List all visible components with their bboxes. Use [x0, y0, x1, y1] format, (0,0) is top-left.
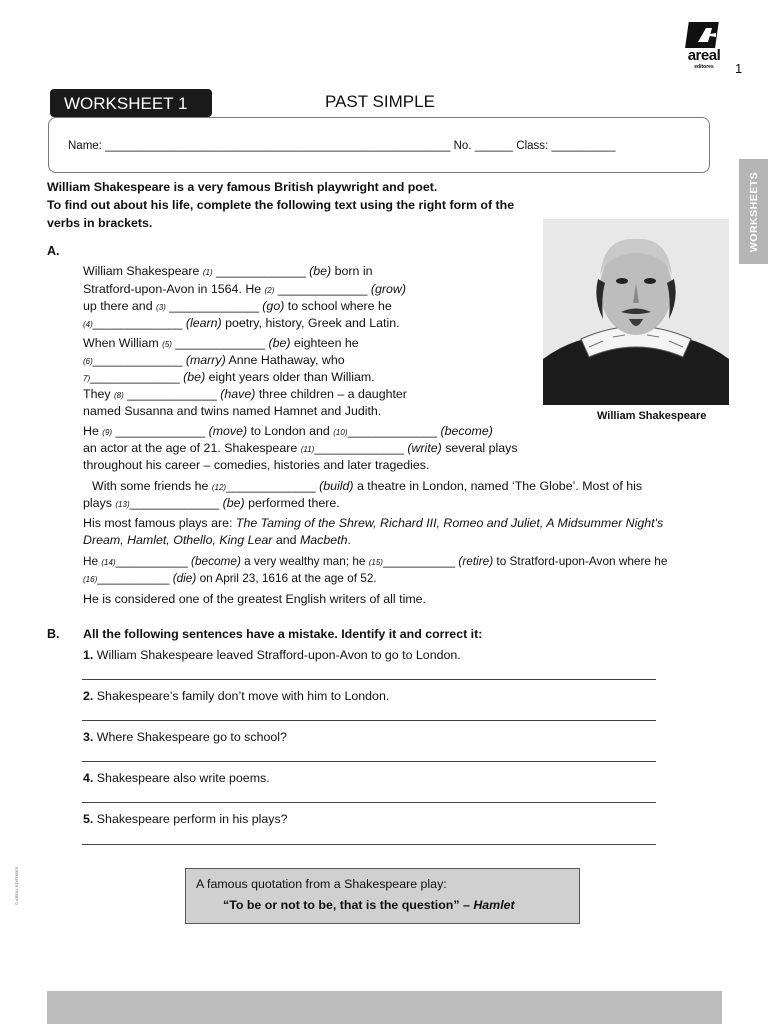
text-line: 7)_____________ (be) eight years older than William.: [83, 370, 375, 384]
intro-line: William Shakespeare is a very famous British playwright and poet.: [47, 180, 438, 194]
shakespeare-portrait: [543, 219, 729, 405]
text-line: He (9) _____________ (move) to London and (10)_____________ (become): [83, 424, 493, 438]
text-line: Dream, Hamlet, Othello, King Lear and Macbeth.: [83, 533, 351, 547]
text-line: an actor at the age of 21. Shakespeare (11)_____________ (write) several plays: [83, 441, 518, 455]
answer-line[interactable]: [82, 844, 656, 845]
side-tab-label: WORKSHEETS: [747, 171, 760, 252]
worksheet-label: WORKSHEET 1: [50, 89, 212, 117]
page-title: PAST SIMPLE: [325, 92, 435, 111]
intro-line: verbs in brackets.: [47, 216, 153, 230]
page-number: 1: [735, 61, 743, 76]
answer-line[interactable]: [82, 761, 656, 762]
section-b-heading: All the following sentences have a mistake. Identify it and correct it:: [83, 627, 483, 641]
portrait-caption: William Shakespeare: [597, 410, 707, 422]
quotation-box: [185, 868, 580, 924]
text-line: throughout his career – comedies, histories and later tragedies.: [83, 458, 430, 472]
text-line: William Shakespeare (1) _____________ (be) born in: [83, 264, 373, 278]
answer-line[interactable]: [82, 802, 656, 803]
exercise-item: 5. Shakespeare perform in his plays?: [83, 812, 288, 826]
text-line: When William (5) _____________ (be) eighteen he: [83, 336, 359, 350]
text-line: With some friends he (12)_____________ (build) a theatre in London, named ‘The Globe’. Most of his: [92, 479, 643, 493]
text-line: He is considered one of the greatest English writers of all time.: [83, 592, 426, 606]
quotation-intro: A famous quotation from a Shakespeare play:: [196, 877, 447, 891]
side-tab: [739, 159, 768, 264]
footer-bar: [47, 991, 722, 1024]
exercise-item: 1. William Shakespeare leaved Strafford-upon-Avon to go to London.: [83, 648, 461, 662]
logo-text: areal: [687, 47, 721, 64]
text-line: up there and (3) _____________ (go) to school where he: [83, 299, 392, 313]
text-line: (16)___________ (die) on April 23, 1616 at the age of 52.: [83, 571, 377, 585]
exercise-item: 4. Shakespeare also write poems.: [83, 771, 270, 785]
text-line: named Susanna and twins named Hamnet and Judith.: [83, 404, 382, 418]
section-b-label: B.: [47, 627, 60, 641]
copyright: © AREAL EDITORES: [14, 866, 19, 905]
logo-subtext: editores: [694, 64, 714, 70]
intro-text: [47, 178, 577, 232]
answer-line[interactable]: [82, 720, 656, 721]
text-line: His most famous plays are: The Taming of the Shrew, Richard III, Romeo and Juliet, A Midsummer Night's: [83, 516, 664, 530]
name-line: Name: ______________________________________________________ No. ______ Class: __________: [68, 140, 616, 152]
text-line: He (14)___________ (become) a very wealthy man; he (15)___________ (retire) to Stratford-upon-Avon where he: [83, 554, 668, 568]
exercise-item: 2. Shakespeare’s family don’t move with him to London.: [83, 689, 390, 703]
intro-line: To find out about his life, complete the following text using the right form of the: [47, 198, 515, 212]
text-line: They (8) _____________ (have) three children – a daughter: [83, 387, 407, 401]
text-line: plays (13)_____________ (be) performed there.: [83, 496, 340, 510]
section-a-label: A.: [47, 244, 60, 258]
quotation-text: “To be or not to be, that is the question” – Hamlet: [223, 898, 515, 912]
text-line: Stratford-upon-Avon in 1564. He (2) _____________ (grow): [83, 282, 406, 296]
text-line: (4)_____________ (learn) poetry, history, Greek and Latin.: [83, 316, 400, 330]
exercise-item: 3. Where Shakespeare go to school?: [83, 730, 287, 744]
text-line: (6)_____________ (marry) Anne Hathaway, who: [83, 353, 345, 367]
answer-line[interactable]: [82, 679, 656, 680]
